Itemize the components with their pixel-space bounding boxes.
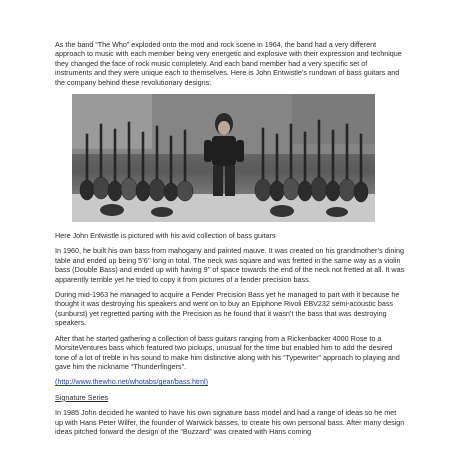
paragraph-1960: In 1960, he built his own bass from mahogany and painted mauve. It was created on his grandmother’s dining table and ended up being 5’6’’ long in total. The neck was square and was fretted in the same way as a violin bass (Double Bass) and ended up with having 9’’ of space towards the end of the neck not fretted at all. It was apparently terrible yet he tried to copy it from pictures of a fender precision bass. (55, 246, 405, 284)
paragraph-1963: During mid-1963 he managed to acquire a Fender Precision Bass yet he managed to part with it because he thought it was destroying his speakers and went on to buy an Epiphone Rivoli EBV232 semi-acoustic bass (sunburst) yet regretted parting with the Precision as he found that it wasn’t the bass that was destroying speakers. (55, 290, 400, 328)
photo-illustration (72, 94, 375, 222)
document-page (55, 40, 405, 442)
intro-paragraph: As the band “The Who” exploded onto the mod and rock scene in 1964, the band had a very different approach to music with each member being very energetic and explosive with their expression and technique they changed the face of rock music completely. And each band member had a very specific set of instruments and they were unique each to themselves. Here is John Entwistle’s rundown of bass guitars and the company behind these revolutionary designs: (55, 40, 402, 87)
source-link-line (55, 377, 405, 386)
source-link[interactable]: (http://www.thewho.net/whotabs/gear/bass.html) (55, 377, 209, 387)
bass-collection-photo (72, 94, 375, 222)
paragraph-1985: In 1985 John decided he wanted to have his own signature bass model and had a range of ideas so he met up with Hans Peter Wilfer, the founder of Warwick basses, to create his own personal bass. After many design ideas pitched forward the design of the “Buzzard” was created with Hans coming (55, 408, 405, 436)
paragraph-collection: After that he started gathering a collection of bass guitars ranging from a Rickenbacker 4000 Rose to a MorsiteVentures bass which featured two pickups, unusual for the time but enabled him to add the desired tone of a lot of treble in his sound to make him distinctive along with his “Typewriter” approach to playing and gave him the nickname “Thunderfingers”. (55, 333, 400, 371)
section-heading: Signature Series (55, 392, 109, 402)
photo-caption: Here John Entwistle is pictured with his avid collection of bass guitars (55, 231, 276, 241)
